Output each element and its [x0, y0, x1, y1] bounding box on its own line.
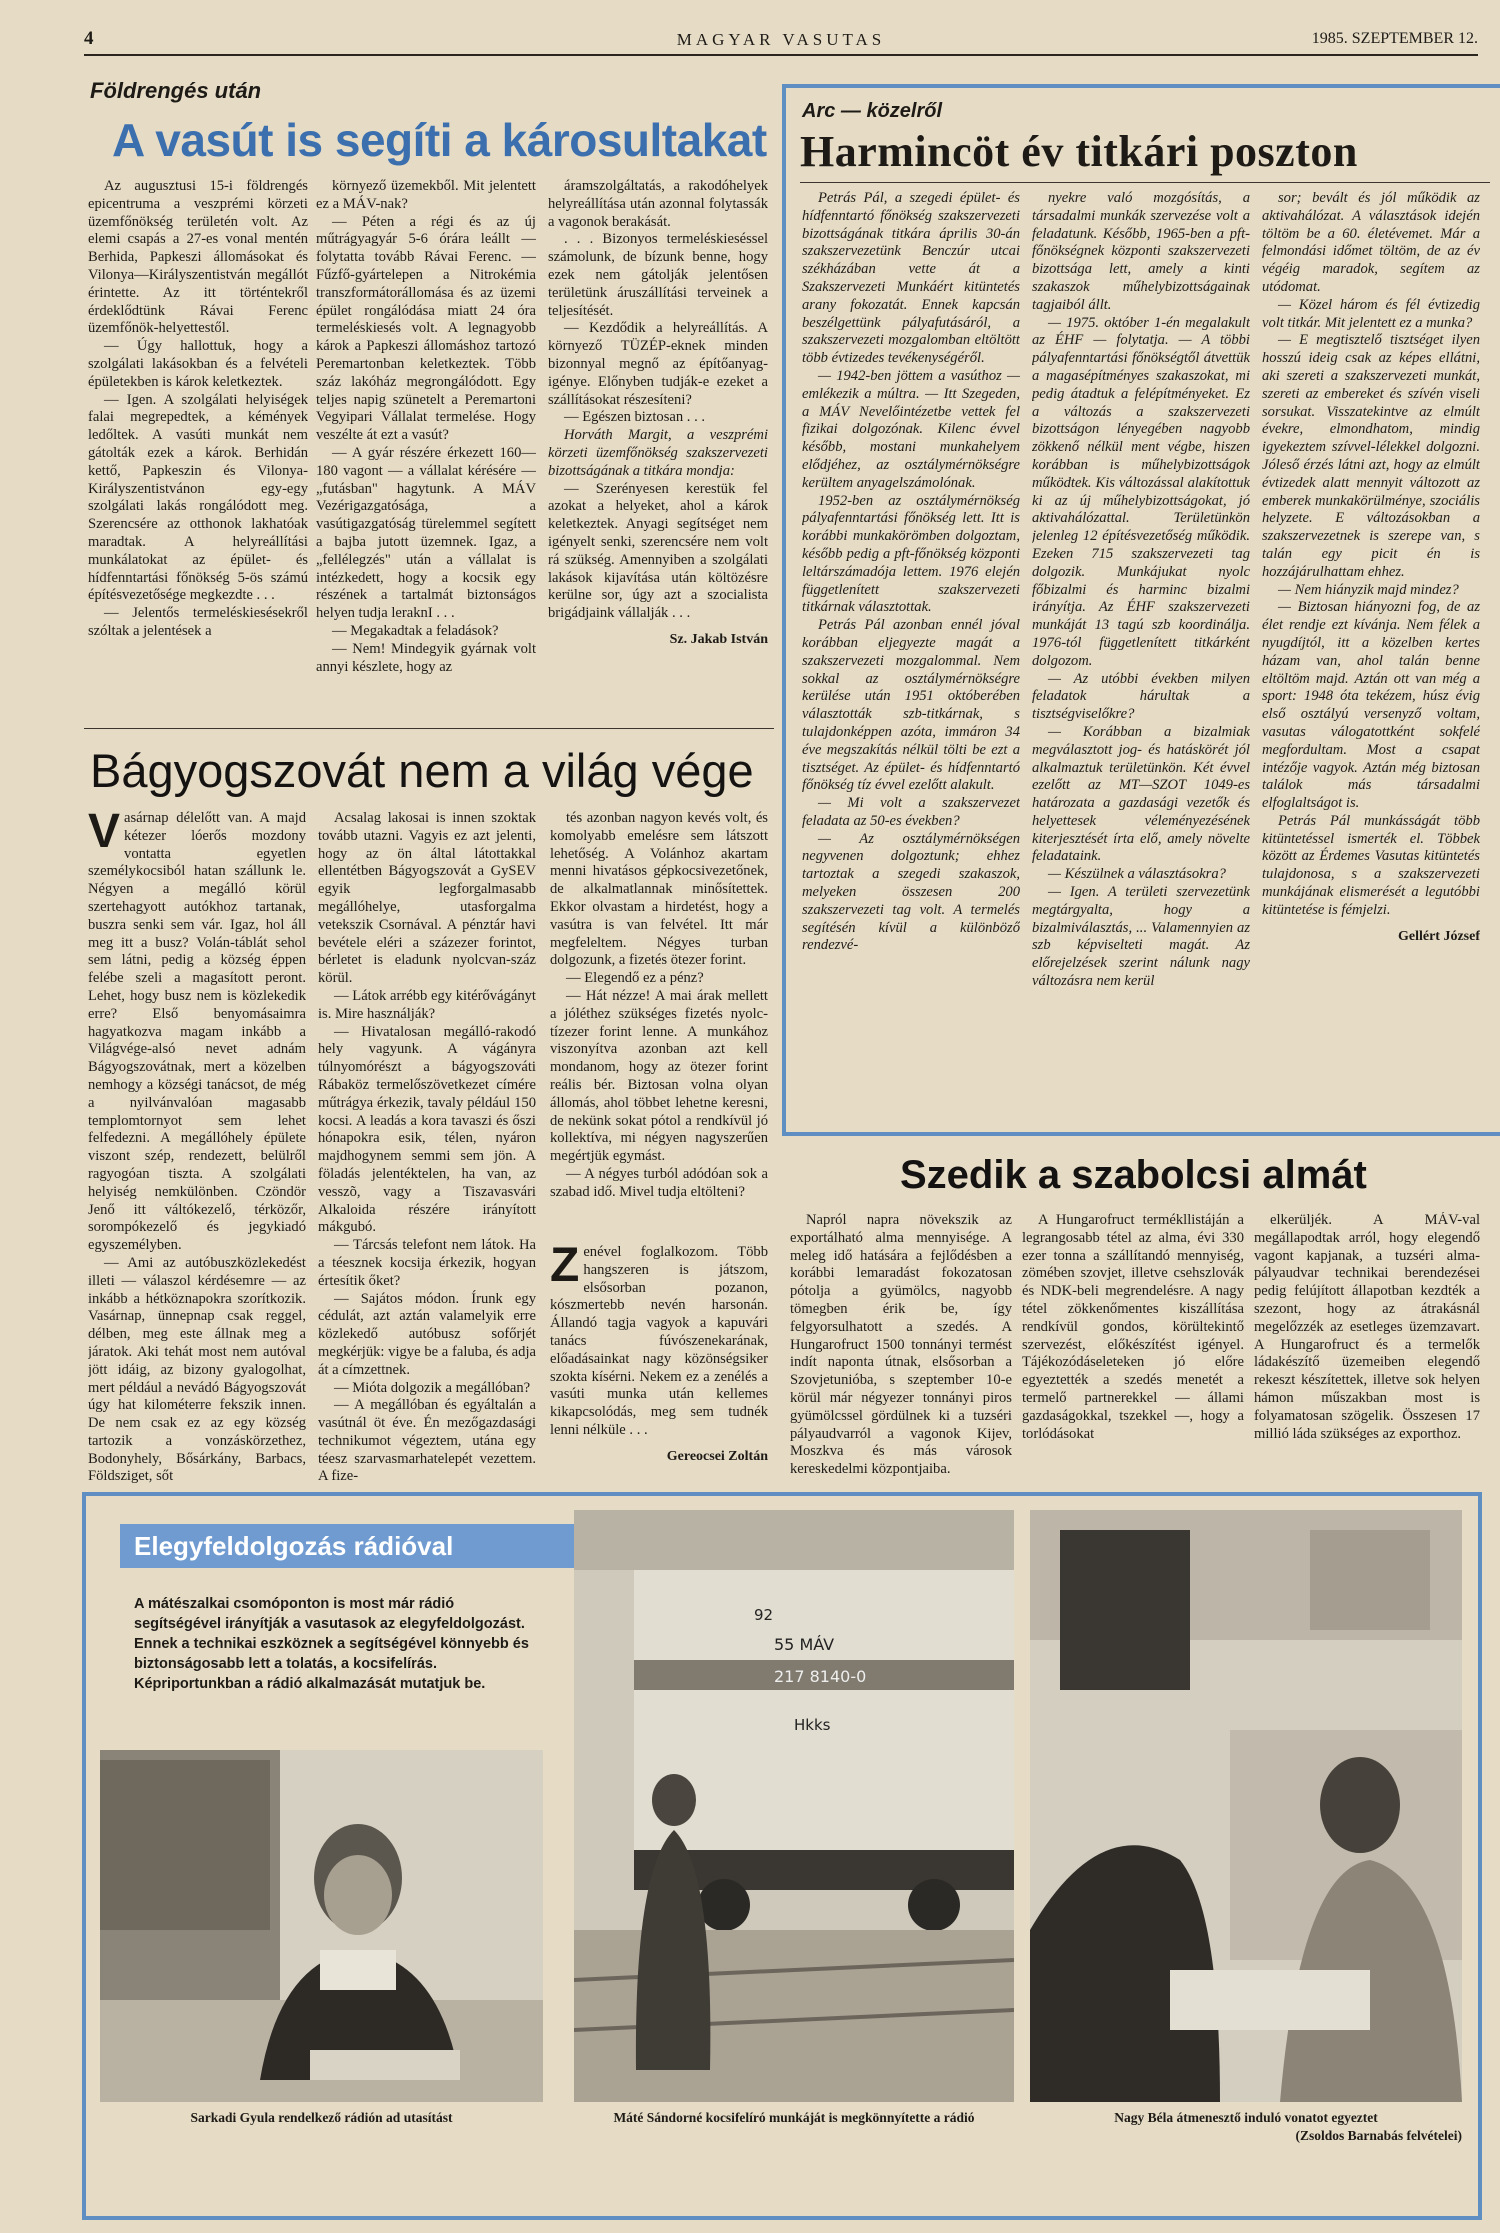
- earthquake-headline: A vasút is segíti a károsultakat: [112, 114, 767, 166]
- earthquake-column-1: [88, 178, 308, 706]
- paragraph: A Hungarofruct termékllistáján a legrangosabb tétel az alma, évi 330 ezer tonna a szállítandó mennyiség, zömében szovjet, illetve csehszlovák és NDK-beli megrendelésre. A nagy tétel zökkenőmentes kiszállítása rendkívül gondos, körültekintő szervezést, előkészítést igényel. Tájékozódáseleteken jó előre egyeztették a szedés menetét a termelő partnerekkel — állami gazdaságokkal, tszekkel —, hogy a torlódásokat: [1022, 1212, 1244, 1442]
- paragraph: Az augusztusi 15-i földrengés epicentruma a veszprémi körzeti üzemfőnökség területén volt. Az elemi csapás a 27-es vonal mentén Berhida, Papkeszi állomásokat és Vilonya—Királyszentistván megállót érintette. Az itt történtekről érdeklődtünk Rávai Ferenc üzemfőnök-helyettestől.: [88, 178, 308, 337]
- wagon-marking-1: 55 MÁV: [774, 1635, 835, 1654]
- village-column-3b: [550, 1244, 768, 1480]
- paragraph: — A négyes turból adódóan sok a szabad idő. Mivel tudja eltölteni?: [550, 1165, 768, 1200]
- paragraph: Acsalag lakosai is innen szoktak tovább utazni. Vagyis ez azt jelenti, hogy az ön által látottakkal ellentétben Bágyogszovát a GySEV egyik legforgalmasabb megállóhelye, utasforgalma vetekszik Csornával. A pénztár havi bevétele eléri a százezer forintot, bérletet is eladunk nyolcvan-száz körül.: [318, 810, 536, 987]
- paragraph: — Az utóbbi években milyen feladatok hárultak a tisztségviselőkre?: [1032, 670, 1250, 723]
- photo-dispatcher: [1030, 1510, 1462, 2102]
- radio-banner: Elegyfeldolgozás rádióval: [120, 1524, 574, 1568]
- profile-headline: Harmincöt év titkári poszton: [800, 127, 1358, 176]
- paragraph: — Biztosan hiányozni fog, de az élet rendje ezt kívánja. Nem félek a nyugdíjtól, itt a közelben kertes házam van, ahol talán benne eltöltöm majd. Aztán ott van még a sport: 1948 óta tekézem, húsz évig első osztályú versenyző voltam, vasutas válogatottként sokfelé megfordultam. Most a csapat intézője vagyok. Aztán még biztosan találok más társadalmi elfoglaltságot is.: [1262, 599, 1480, 812]
- paragraph: — Úgy hallottuk, hogy a szolgálati lakásokban és a felvételi épületekben is károk keletkeztek.: [88, 338, 308, 390]
- divider: [84, 728, 774, 729]
- paragraph: Petrás Pál, a szegedi épület- és hídfenntartó főnökség szakszervezeti bizottságának titkára április 30-án szakszervezetünk Benczúr utcai székházában vette át a Szakszervezeti Munkáért kitüntetés arany fokozatát. Ennek kapcsán beszélgettünk pályafutásáról, a szakszervezeti mozgalomban eltöltött több évtizedes tevékenységéről.: [802, 190, 1020, 367]
- paragraph: — Korábban a bizalmiak megválasztott jog- és hatáskörét jól alkalmaztuk területünkön. Két évvel ezelőtt az MT—SZOT 1049-es határozata a gazdasági vezetők és helyettesek véleményezésének kiterjesztését írta elő, amely növelte feladataink.: [1032, 723, 1250, 865]
- paragraph: elkerüljék. A MÁV-val megállapodtak arról, hogy elegendő vagont kapjanak, a tuzséri almapályaudvar technikai berendezései pedig felújított állapotban kezdték a szezont, hogy az átrakásnál megelőzzék az esetleges üzemzavart. A Hungarofruct és a termelők ládakészítő üzemeiben elegendő rekeszt készítettek, illetve sok helyen hámon műszakban most is folyamatosan szögelik. Összesen 17 millió láda szükséges az exporthoz.: [1254, 1212, 1480, 1442]
- wagon-marking-2: 217 8140-0: [774, 1667, 867, 1686]
- photo-credit: (Zsoldos Barnabás felvételei): [1295, 2128, 1462, 2143]
- village-dropcap: V: [88, 810, 121, 858]
- paragraph: — E megtisztelő tisztséget ilyen hosszú ideig csak az képes ellátni, aki szereti a szakszervezeti munkát, szereti az embereket és szívén viseli sorsukat. Visszatekintve az elmúlt évekre, elmondhatom, mindig igyekeztem szívvel-lélekkel dolgozni. Jóleső érzés látni azt, hogy az elmúlt évtizedek alatt mennyit változott az emberek munkakörülménye, szociális helyzete. E változásokban a szakszervezetnek is szerepe van, s talán egy picit én is hozzájárulhattam ehhez.: [1262, 332, 1480, 580]
- village-signature: Gereocsei Zoltán: [666, 1448, 768, 1464]
- profile-column-3: [1262, 190, 1480, 1120]
- paragraph: — Mióta dolgozik a megállóban?: [334, 1379, 531, 1396]
- earthquake-kicker: Földrengés után: [90, 78, 262, 103]
- paragraph: — 1942-ben jöttem a vasúthoz — emlékezik a múltra. — Itt Szegeden, a MÁV Nevelőintézetbe vettek fel fizikai dolgozónak. Kilenc évvel később, mostani munkahelyem elődjéhez, az osztálymérnökségre kerültem anyagelszámolónak.: [802, 367, 1020, 491]
- paragraph: — Nem! Mindegyik gyárnak volt annyi készlete, hogy az: [316, 640, 536, 675]
- paragraph: — Látok arrébb egy kitérővágányt is. Mire használják?: [318, 987, 536, 1022]
- paragraph: környező üzemekből. Mit jelentett ez a MÁV-nak?: [316, 178, 536, 212]
- profile-kicker: Arc — közelről: [802, 100, 943, 122]
- village-column-1: [88, 810, 306, 1490]
- paragraph: — Péten a régi és az új műtrágyagyár 5-6 órára leállt — folytatta tovább Rávai Ferenc. — Fűzfő-gyártelepen a Nitrokémia transzformátorállomása és az üzemi épület rongálódása miatt 24 óra termeléskiesés volt. A legnagyobb károk a Papkeszi állomáshoz tartozó Peremartonban keletkeztek. Több száz lakóház megrongálódott. Egy teljes napig szünetelt a Peremartoni Vegyipari Vállalat termelése. Hogy veszélte át ezt a vasút?: [316, 213, 536, 444]
- photo-dispatcher-image: [1030, 1510, 1462, 2102]
- apples-column-1: [790, 1212, 1012, 1488]
- paragraph: — Megakadtak a feladások?: [332, 622, 499, 639]
- paragraph: Petrás Pál munkásságát több kitüntetéssel ismerték el. Többek között az Érdemes Vasutas kitüntetés tulajdonosa, s a szakszervezeti munkájának elismerését a legutóbbi kitüntetése is fémjelzi.: [1262, 812, 1480, 918]
- photo1-caption: Sarkadi Gyula rendelkező rádión ad utasítást: [190, 2110, 453, 2125]
- paragraph: tés azonban nagyon kevés volt, és komolyabb emelésre sem látszott lehetőség. A Volánhoz akartam menni hivatásos gépkocsivezetőnek, de alkalmatlannak minősítettek. Ekkor olvastam a hirdetést, hogy a vasútra is van felvétel. Itt már megfeleltem. Négyes turban dolgozunk, a fizetés ötezer forint.: [550, 810, 768, 969]
- paragraph: — Jelentős termeléskiesésekről szóltak a jelentések a: [88, 605, 308, 639]
- village-headline: Bágyogszovát nem a világ vége: [90, 744, 754, 797]
- radio-lead: A mátészalkai csomóponton is most már rádió segítségével irányítják a vasutasok az elegyfeldolgozást. Ennek a technikai eszköznek a segítségével könnyebb és biztonságosabb lett a tolatás, a kocsifelírás. Képriportunkban a rádió alkalmazását mutatjuk be.: [134, 1596, 529, 1692]
- apples-headline: Szedik a szabolcsi almát: [900, 1153, 1367, 1197]
- paragraph: — Az osztálymérnökségen negyvenen dolgoztunk; ehhez tartoztak a szegedi szakaszok, melyeken összesen 200 szakszervezeti tag volt. A termelés segítésén kívül a különböző rendezvé-: [802, 830, 1020, 954]
- apples-column-2: [1022, 1212, 1244, 1488]
- paragraph: áramszolgáltatás, a rakodóhelyek helyreállítása után azonnal folytassák a vagonok berakását.: [548, 178, 768, 230]
- village-column-2: [318, 810, 536, 1490]
- paragraph: — Közel három és fél évtizedig volt titkár. Mit jelentett ez a munka?: [1262, 296, 1480, 331]
- profile-column-1: [802, 190, 1020, 1120]
- paragraph: — Hát nézze! A mai árak mellett a jóléthez szükséges fizetés nyolc-tízezer forint lenne. A munkához viszonyítva azonban azt kell mondanom, hogy az ötezer forint reális bér. Biztosan volna olyan állomás, ahol többet lehetne keresni, de nekünk sokat pótol a rendkívül jó kollektíva, mi négyen nagyszerűen megértjük egymást.: [550, 987, 768, 1165]
- profile-column-2: [1032, 190, 1250, 1120]
- paragraph: — Igen. A szolgálati helyiségek falai megrepedtek, a kémények ledőltek. A vasúti munkát nem gátolták ezek a károk. Berhidán kettő, Papkeszin és Vilonya-Királyszentistvánon egy-egy szolgálati lakás rongálódott meg. Szerencsére az otthonok lakhatóak maradtak. A helyreállítási munkálatokat az épület- és hídfenntartási főnökség 5-ös számú építésvezetősége megkezdte . . .: [88, 391, 308, 604]
- photo-wagon-clerk: [574, 1510, 1014, 2102]
- earthquake-column-3: [548, 178, 768, 726]
- paragraph: enével foglalkozom. Több hangszeren is játszom, elsősorban pozanon, kószmertebb nevén harsonán. Állandó tagja vagyok a kapuvári tanács fúvószenekarának, előadásainkat nagy közönségsiker szokta kísérni. Nekem ez a zenélés a vasúti munka után kellemes kikapcsolódás, meg sem tudnék lenni nélküle . . .: [550, 1244, 768, 1438]
- paragraph: — Nem hiányzik majd mindez?: [1278, 581, 1459, 598]
- paragraph: Petrás Pál azonban ennél jóval korábban eljegyezte magát a szakszervezeti mozgalommal. Nem sokkal az osztálymérnökségre kerülése után 1951 októberében választották szb-titkárnak, s tulajdonképpen azóta, immáron 34 éve megszakítás nélkül tölti be ezt a tisztséget. Az épület- és hídfenntartó főnökség tíz évvel ezelőtt alakult.: [802, 617, 1020, 794]
- paragraph: — Ami az autóbuszközlekedést illeti — válaszol kérdésemre — az inkább a hétköznapokra szorítkozik. Vasárnap, ünnepnap csak reggel, délben, meg este állnak meg a járatok. Aki tehát most nem autóval jött idáig, az bizony gyalogolhat, mert például a nevádó Bágyogszovát úgy hat kilométerre fekszik innen. De nem csak ez az egy község tartozik a vonzáskörzethez, Bodonyhely, Bősárkány, Barbacs, Földsziget, sőt: [88, 1254, 306, 1485]
- paragraph: asárnap délelőtt van. A majd kétezer lóerős mozdony vontatta egyetlen személykocsiból hatan szállunk le. Négyen a megálló körül szertehagyott autókhoz tartanak, buszra senki sem vár. Igaz, hol áll meg itt a busz? Volán-táblát sehol sem látni, pedig a község éppen felébe szeli a magasított peront. Lehet, hogy busz nem is közlekedik erre? Első benyomásaimra hagyatkozva magam inkább a Világvége-alsó nevet adnám Bágyogszovátnak, mert a közelben nemhogy a községi tanácsot, de még a nyilvánvalóan magasabb templomtornyot sem lehet felfedezni. A megállóhely épülete viszont szép, rendezett, belülről ragyogóan tiszta. A szolgálati helyiség nemkülönben. Czöndör Jenő itt váltókezelő, térközőr, sorompókezelő és jegykiadó egyszemélyben.: [88, 810, 306, 1254]
- photo-radio-operator: [100, 1750, 543, 2102]
- paragraph: Horváth Margit, a veszprémi körzeti üzemfőnökség szakszervezeti bizottságának a titkára mondja:: [548, 427, 768, 479]
- paragraph: — Egészen biztosan . . .: [564, 409, 706, 426]
- paragraph: — Készülnek a választásokra?: [1048, 866, 1226, 883]
- wagon-marking-4: 92: [754, 1606, 774, 1624]
- paragraph: — Tárcsás telefont nem látok. Ha a téesznek kocsija érkezik, hogyan értesítik őket?: [318, 1237, 536, 1289]
- newspaper-title: MAGYAR VASUTAS: [676, 30, 886, 49]
- paragraph: — A megállóban és egyáltalán a vasútnál öt éve. Én mezőgazdasági technikumot végeztem, utána egy téesz szarvasmarhatelepét vezettem. A fize-: [318, 1397, 536, 1485]
- paragraph: — Hivatalosan megálló-rakodó hely vagyunk. A vágányra túlnyomórészt a bágyogszováti Rábaköz termelőszövetkezet címére műtrágya érkezik, tavaly például 150 kocsi. A leadás a kora tavaszi és őszi hónapokra esik, télen, nyáron majdhogynem semmi sem jön. A föladás jelentéktelen, ha van, az vesszõ, vagy a Tiszavasvári Alkaloida részére irányított mákgubó.: [318, 1023, 536, 1236]
- paragraph: — Elegendő ez a pénz?: [566, 970, 704, 987]
- paragraph: — Sajátos módon. Írunk egy cédulát, azt aztán valamelyik erre közlekedő autóbusz sofőrjét megkérjük: vigye be a faluba, és adja át a címzettnek.: [318, 1290, 536, 1378]
- photo2-caption: Máté Sándorné kocsifelíró munkáját is megkönnyítette a rádió: [613, 2110, 975, 2125]
- paragraph: . . . Bizonyos termeléskieséssel számolunk, de bízunk benne, hogy ezek nem gátolják jelentősen területünk áruszállítási terveinek a teljesítését.: [548, 231, 768, 319]
- photo-radio-operator-image: [100, 1750, 543, 2102]
- page-header: [84, 28, 1478, 56]
- paragraph: — A gyár részére érkezett 160—180 vagont — a vállalat kérésére — „futásban" hagytunk. A MÁV Vezérigazgatósága, a vasútigazgatóság türelemmel segített a bajba jutott üzemnek. Igaz, a „fellélegzés" után a vállalat is intézkedett, hogy a kocsik egy részének a tartalmát biztonságos helyen tudja leraknI . . .: [316, 444, 536, 622]
- paragraph: — Szerényesen kerestük fel azokat a helyeket, ahol a károk keletkeztek. Anyagi segítséget nem igényelt senki, szerencsére nem volt rá szükség. Amennyiben a szolgálati lakások kijavítása után költözésre kerülne sor, úgy azt a szocialista brigádjaink vállalják . . .: [548, 480, 768, 622]
- village-column-3: [550, 810, 768, 1230]
- photo-wagon-clerk-image: [574, 1510, 1014, 2102]
- divider: [800, 182, 1490, 183]
- paragraph: nyekre való mozgósítás, a társadalmi munkák szervezése volt a feladatunk. Később, 1965-ben a pft-főnökségnek központi szakszervezeti bizottsága lett, amely a kinti szakaszok műhelybizottságainak tagjaiból állt.: [1032, 190, 1250, 313]
- apples-column-3: [1254, 1212, 1480, 1488]
- paragraph: sor; bevált és jól működik az aktivahálózat. A választások idején töltöm be a 60. életévemet. Már a felmondási időmet töltöm, de az év végéig maradok, segítem az utódomat.: [1262, 190, 1480, 295]
- earthquake-column-2: [316, 178, 536, 706]
- paragraph: — Kezdődik a helyreállítás. A környező TÜZÉP-eknek minden bizonnyal megnő az építőanyag-igénye. Előnyben tudják-e ezeket a szállításokat részesíteni?: [548, 320, 768, 408]
- earthquake-signature: Sz. Jakab István: [669, 631, 768, 647]
- page-number: 4: [84, 28, 94, 49]
- paragraph: Napról napra növekszik az exportálható alma mennyisége. A meleg idő hatására a fejlődésben a korábbi lemaradást fokozatosan pótolja a gyümölcs, nagyobb tömegben érik be, így felgyorsulhatott a szedés. A Hungarofruct 1500 tonnányi termést indít naponta útnak, elsősorban a Szovjetunióba, s szeptember 10-e körül már négyezer tonnányi piros gyümölcssel gördülnek ki a tuzséri pályaudvarról a vagonok Kijev, Moszkva és más városok kereskedelmi központjaiba.: [790, 1212, 1012, 1478]
- issue-date: 1985. SZEPTEMBER 12.: [1311, 30, 1478, 47]
- profile-signature: Gellért József: [1397, 928, 1480, 944]
- paragraph: — 1975. október 1-én megalakult az ÉHF — folytatja. — A többi pályafenntartási főnökségtől átvettük a magasépítményes szakaszokat, mi pedig átadtuk a felépítményeket. Ez a változás a szakszervezeti bizottságon lényegében nagyobb zökkenő nélkül ment végbe, hiszen korábban is műhelybizottságok működtek. Kis változással alakítottuk ki az új műhelybizottságokat, jó aktivahálózattal. Területünkön jelenleg 12 építésvezetőség működik. Ezeken 715 szakszervezeti tag dolgozik. Munkájukat nyolc főbizalmi és harminc bizalmi irányítja. Az ÉHF szakszervezeti munkáját 13 tagú szb koordinálja. 1976-tól függetlenített titkárként dolgozom.: [1032, 314, 1250, 669]
- paragraph: — Igen. A területi szervezetünk megtárgyalta, hogy a bizalmiválasztás, ... Valamennyien az szb képviselteti magát. Az előrejelzések szerint nálunk nagy változásra nem kerül: [1032, 884, 1250, 990]
- photo3-caption: Nagy Béla átmenesztő induló vonatot egyeztet: [1114, 2110, 1378, 2125]
- village-dropcap-2: Z: [550, 1244, 580, 1292]
- wagon-marking-3: Hkks: [794, 1716, 831, 1734]
- paragraph: 1952-ben az osztálymérnökség pályafenntartási főnökség lett. Itt is korábbi munkakörömben dolgoztam, később pedig a pft-főnökség központi leltárszámadója lettem. 1976 elején függetlenített szakszervezeti titkárnak választottak.: [802, 492, 1020, 616]
- paragraph: — Mi volt a szakszervezet feladata az 50-es években?: [802, 795, 1020, 829]
